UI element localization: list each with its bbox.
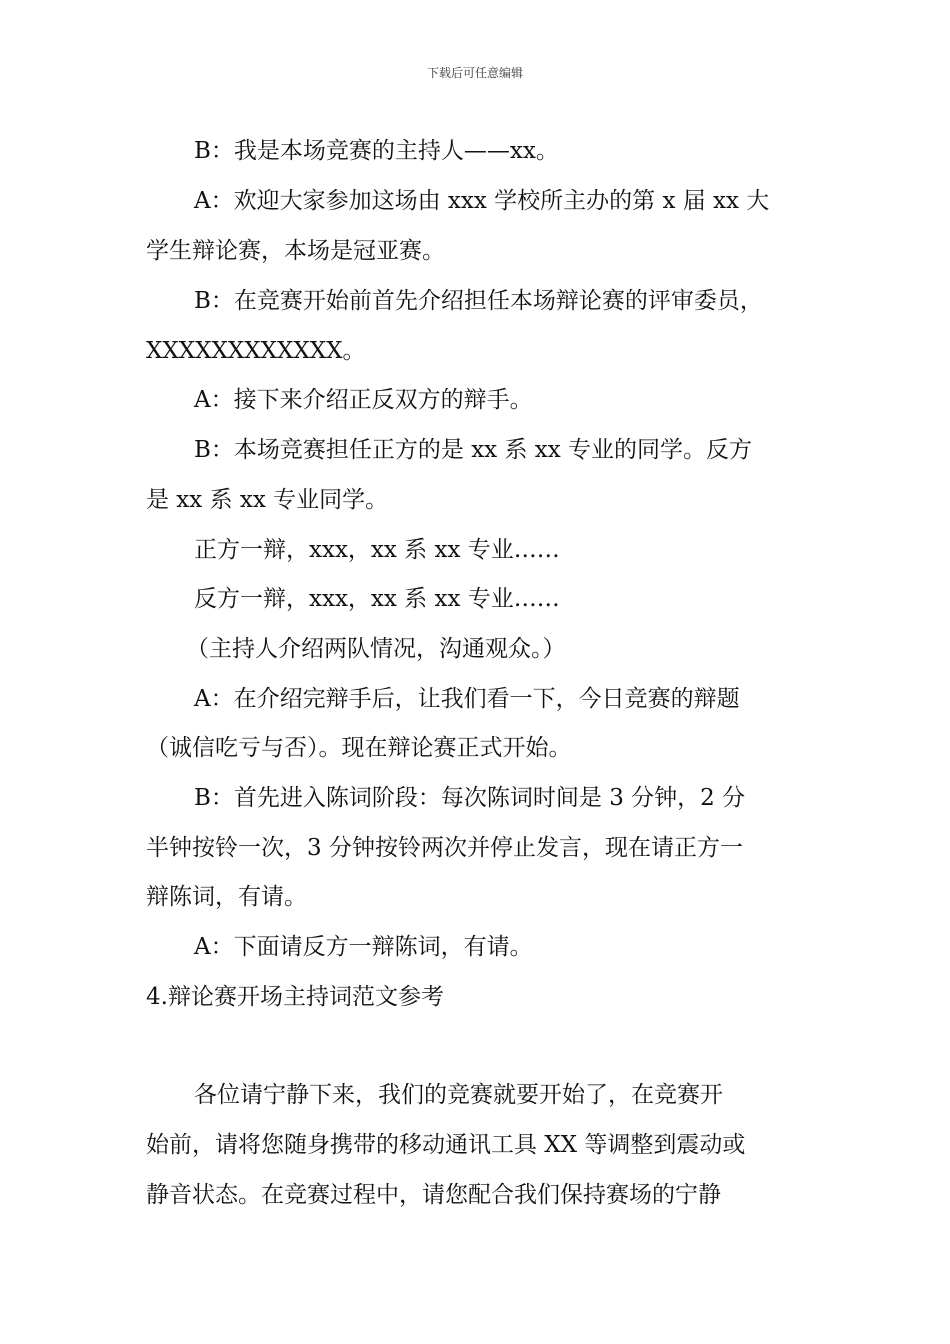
text-line: B：在竞赛开始前首先介绍担任本场辩论赛的评审委员， <box>194 288 763 314</box>
text-line: A：在介绍完辩手后，让我们看一下，今日竞赛的辩题 <box>194 686 740 712</box>
text-line: B：我是本场竞赛的主持人——xx。 <box>194 138 559 164</box>
text-line: 半钟按铃一次，3 分钟按铃两次并停止发言，现在请正方一 <box>146 835 743 861</box>
text-line: B：本场竞赛担任正方的是 xx 系 xx 专业的同学。反方 <box>194 437 753 463</box>
text-line: A：接下来介绍正反双方的辩手。 <box>194 387 533 413</box>
text-line: 正方一辩，xxx，xx 系 xx 专业…… <box>194 537 560 563</box>
text-line: （诚信吃亏与否）。现在辩论赛正式开始。 <box>146 735 572 761</box>
text-line: B：首先进入陈词阶段：每次陈词时间是 3 分钟，2 分 <box>194 785 746 811</box>
text-line: 学生辩论赛，本场是冠亚赛。 <box>146 238 445 264</box>
text-line: A：下面请反方一辩陈词，有请。 <box>194 934 533 960</box>
text-line: 是 xx 系 xx 专业同学。 <box>146 487 389 513</box>
page-header: 下载后可任意编辑 <box>426 66 523 80</box>
section-heading: 4.辩论赛开场主持词范文参考 <box>146 984 444 1010</box>
text-line: 静音状态。在竞赛过程中，请您配合我们保持赛场的宁静 <box>146 1182 721 1208</box>
text-line: （主持人介绍两队情况，沟通观众。） <box>186 636 566 662</box>
text-line: XXXXXXXXXXXX。 <box>146 338 366 364</box>
text-line: 各位请宁静下来，我们的竞赛就要开始了，在竞赛开 <box>194 1082 723 1108</box>
text-line: 反方一辩，xxx，xx 系 xx 专业…… <box>194 586 560 612</box>
text-line: 始前，请将您随身携带的移动通讯工具 XX 等调整到震动或 <box>146 1132 746 1158</box>
text-line: A：欢迎大家参加这场由 xxx 学校所主办的第 x 届 xx 大 <box>194 188 770 214</box>
text-line: 辩陈词，有请。 <box>146 884 307 910</box>
